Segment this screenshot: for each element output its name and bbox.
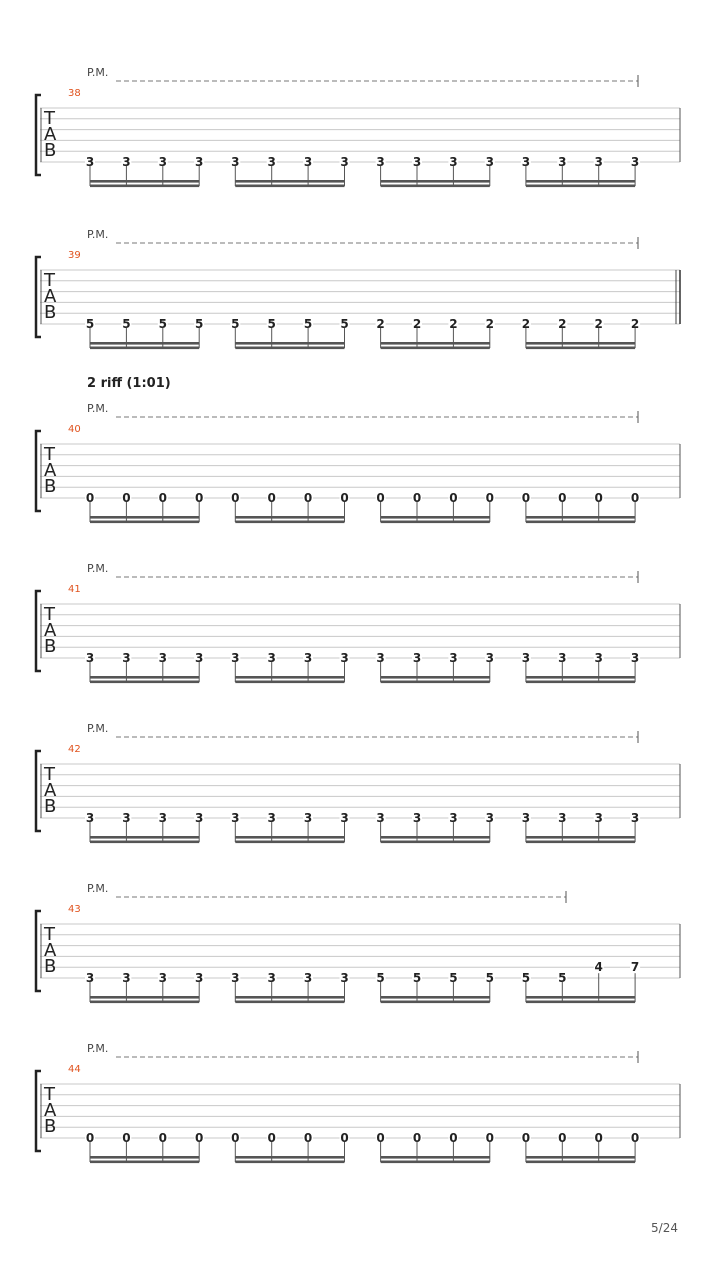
measure-number: 44 [68, 1064, 81, 1075]
palm-mute-label: P.M. [87, 228, 109, 241]
fret-number: 0 [521, 491, 531, 505]
beam-secondary [90, 1001, 199, 1004]
beam-primary [235, 516, 344, 519]
fret-number: 0 [195, 1131, 204, 1145]
fret-number: 0 [267, 491, 276, 505]
fret-number: 3 [485, 155, 494, 169]
fret-number: 5 [412, 971, 422, 985]
fret-number: 3 [85, 971, 95, 985]
beam-secondary [235, 347, 344, 350]
fret-number: 3 [594, 155, 603, 169]
palm-mute-label: P.M. [87, 66, 109, 79]
fret-number: 0 [485, 491, 494, 505]
tab-clef-letter: A [44, 940, 57, 961]
fret-number: 0 [340, 491, 349, 505]
fret-number: 0 [231, 1131, 240, 1145]
system-bracket [36, 431, 41, 511]
beam-primary [381, 676, 490, 679]
section-label: 2 riff (1:01) [87, 376, 171, 391]
tab-clef-letter: T [44, 764, 55, 785]
beam-secondary [90, 521, 199, 524]
fret-number: 3 [449, 155, 458, 169]
beam-secondary [235, 841, 344, 844]
fret-number: 2 [412, 317, 422, 331]
fret-number: 5 [521, 971, 531, 985]
tab-clef-letter: T [44, 604, 55, 625]
fret-number: 0 [376, 1131, 385, 1145]
fret-number: 0 [594, 491, 603, 505]
tab-clef-letter: T [44, 1084, 55, 1105]
fret-number: 3 [195, 811, 204, 825]
page-number: 5/24 [651, 1221, 678, 1235]
measure-number: 39 [68, 250, 81, 261]
palm-mute-label: P.M. [87, 882, 109, 895]
beam-primary [381, 342, 490, 345]
beam-secondary [526, 521, 635, 524]
fret-number: 3 [267, 971, 276, 985]
fret-number: 3 [594, 651, 603, 665]
tab-clef-letter: B [44, 476, 57, 497]
beam-primary [235, 180, 344, 183]
fret-number: 0 [158, 491, 167, 505]
beam-primary [526, 1156, 635, 1159]
fret-number: 3 [122, 811, 131, 825]
fret-number: 0 [267, 1131, 276, 1145]
system-bracket [36, 95, 41, 175]
beam-primary [235, 342, 344, 345]
beam-secondary [526, 185, 635, 188]
beam-primary [90, 676, 199, 679]
fret-number: 2 [558, 317, 567, 331]
fret-number: 2 [594, 317, 603, 331]
fret-number: 3 [85, 811, 95, 825]
fret-number: 3 [267, 651, 276, 665]
fret-number: 3 [231, 971, 240, 985]
fret-number: 3 [630, 651, 640, 665]
fret-number: 5 [122, 317, 131, 331]
fret-number: 3 [521, 651, 531, 665]
beam-primary [90, 342, 199, 345]
fret-number: 5 [303, 317, 313, 331]
tab-clef-letter: B [44, 1116, 57, 1137]
fret-number: 5 [449, 971, 458, 985]
beam-secondary [235, 1161, 344, 1164]
fret-number: 3 [122, 155, 131, 169]
fret-number: 0 [412, 1131, 422, 1145]
tab-clef-letter: B [44, 636, 57, 657]
fret-number: 3 [85, 651, 95, 665]
system-bracket [36, 911, 41, 991]
fret-number: 3 [303, 811, 313, 825]
beam-secondary [381, 681, 490, 684]
fret-number: 0 [340, 1131, 349, 1145]
fret-number: 3 [158, 651, 167, 665]
fret-number: 3 [630, 155, 640, 169]
fret-number: 3 [594, 811, 603, 825]
beam-secondary [381, 841, 490, 844]
palm-mute-label: P.M. [87, 562, 109, 575]
fret-number: 0 [122, 1131, 131, 1145]
tab-clef-letter: A [44, 460, 57, 481]
fret-number: 0 [195, 491, 204, 505]
fret-number: 3 [630, 811, 640, 825]
fret-number: 3 [85, 155, 95, 169]
beam-secondary [235, 1001, 344, 1004]
fret-number: 3 [412, 651, 422, 665]
beam-secondary [90, 347, 199, 350]
beam-primary [381, 180, 490, 183]
measure-number: 42 [68, 744, 81, 755]
fret-number: 3 [158, 155, 167, 169]
fret-number: 0 [521, 1131, 531, 1145]
measure-number: 43 [68, 904, 81, 915]
fret-number: 3 [376, 155, 385, 169]
beam-secondary [381, 1001, 490, 1004]
fret-number: 3 [376, 811, 385, 825]
fret-number: 3 [158, 811, 167, 825]
fret-number: 5 [231, 317, 240, 331]
beam-primary [526, 676, 635, 679]
tab-clef-letter: B [44, 140, 57, 161]
fret-number: 0 [630, 491, 640, 505]
fret-number: 3 [558, 155, 567, 169]
fret-number: 3 [558, 811, 567, 825]
fret-number: 3 [122, 971, 131, 985]
tab-clef-letter: T [44, 270, 55, 291]
fret-number: 3 [231, 651, 240, 665]
beam-secondary [381, 347, 490, 350]
fret-number: 4 [594, 960, 603, 975]
system-bracket [36, 751, 41, 831]
beam-secondary [526, 841, 635, 844]
beam-primary [381, 1156, 490, 1159]
tab-clef-letter: T [44, 924, 55, 945]
beam-secondary [235, 681, 344, 684]
fret-number: 0 [158, 1131, 167, 1145]
fret-number: 0 [412, 491, 422, 505]
fret-number: 5 [267, 317, 276, 331]
tab-clef-letter: T [44, 108, 55, 129]
fret-number: 0 [630, 1131, 640, 1145]
system-bracket [36, 257, 41, 337]
fret-number: 0 [558, 491, 567, 505]
beam-primary [381, 516, 490, 519]
beam-primary [526, 516, 635, 519]
system-bracket [36, 591, 41, 671]
fret-number: 3 [449, 811, 458, 825]
fret-number: 0 [122, 491, 131, 505]
beam-primary [90, 996, 199, 999]
fret-number: 0 [485, 1131, 494, 1145]
fret-number: 3 [267, 155, 276, 169]
fret-number: 5 [376, 971, 385, 985]
fret-number: 3 [303, 651, 313, 665]
beam-secondary [526, 1161, 635, 1164]
fret-number: 3 [521, 155, 531, 169]
beam-secondary [90, 185, 199, 188]
fret-number: 2 [449, 317, 458, 331]
fret-number: 0 [449, 491, 458, 505]
fret-number: 3 [340, 155, 349, 169]
fret-number: 3 [340, 971, 349, 985]
fret-number: 3 [195, 651, 204, 665]
beam-primary [381, 836, 490, 839]
fret-number: 3 [231, 811, 240, 825]
fret-number: 0 [231, 491, 240, 505]
beam-primary [526, 996, 635, 999]
beam-secondary [526, 681, 635, 684]
beam-secondary [381, 521, 490, 524]
beam-primary [90, 836, 199, 839]
beam-secondary [90, 841, 199, 844]
fret-number: 5 [485, 971, 494, 985]
beam-primary [381, 996, 490, 999]
beam-secondary [381, 185, 490, 188]
fret-number: 3 [122, 651, 131, 665]
tab-clef-letter: A [44, 1100, 57, 1121]
tab-clef-letter: A [44, 124, 57, 145]
beam-secondary [90, 681, 199, 684]
beam-secondary [526, 347, 635, 350]
palm-mute-label: P.M. [87, 722, 109, 735]
system-bracket [36, 1071, 41, 1151]
fret-number: 3 [303, 155, 313, 169]
beam-primary [90, 516, 199, 519]
beam-primary [526, 836, 635, 839]
tab-clef-letter: B [44, 956, 57, 977]
beam-secondary [526, 1001, 635, 1004]
tab-clef-letter: A [44, 286, 57, 307]
tab-clef-letter: B [44, 302, 57, 323]
beam-secondary [235, 521, 344, 524]
fret-number: 2 [630, 317, 640, 331]
beam-secondary [381, 1161, 490, 1164]
fret-number: 7 [630, 960, 640, 975]
fret-number: 3 [195, 971, 204, 985]
fret-number: 3 [558, 651, 567, 665]
measure-number: 38 [68, 88, 81, 99]
beam-primary [235, 996, 344, 999]
fret-number: 3 [376, 651, 385, 665]
fret-number: 3 [412, 155, 422, 169]
fret-number: 5 [158, 317, 167, 331]
beam-primary [526, 342, 635, 345]
fret-number: 3 [231, 155, 240, 169]
fret-number: 2 [521, 317, 531, 331]
fret-number: 5 [85, 317, 95, 331]
beam-primary [235, 1156, 344, 1159]
tab-clef-letter: B [44, 796, 57, 817]
fret-number: 3 [485, 651, 494, 665]
fret-number: 3 [485, 811, 494, 825]
fret-number: 3 [340, 811, 349, 825]
fret-number: 3 [449, 651, 458, 665]
fret-number: 3 [340, 651, 349, 665]
fret-number: 0 [594, 1131, 603, 1145]
fret-number: 0 [303, 491, 313, 505]
beam-secondary [90, 1161, 199, 1164]
tab-clef-letter: A [44, 780, 57, 801]
beam-primary [235, 676, 344, 679]
measure-number: 41 [68, 584, 81, 595]
beam-secondary [235, 185, 344, 188]
fret-number: 0 [85, 1131, 95, 1145]
beam-primary [90, 180, 199, 183]
fret-number: 5 [558, 971, 567, 985]
fret-number: 0 [376, 491, 385, 505]
measure-number: 40 [68, 424, 81, 435]
fret-number: 5 [340, 317, 349, 331]
fret-number: 3 [303, 971, 313, 985]
palm-mute-label: P.M. [87, 402, 109, 415]
beam-primary [235, 836, 344, 839]
tab-clef-letter: T [44, 444, 55, 465]
fret-number: 3 [521, 811, 531, 825]
fret-number: 3 [158, 971, 167, 985]
fret-number: 2 [376, 317, 385, 331]
fret-number: 0 [558, 1131, 567, 1145]
fret-number: 0 [85, 491, 95, 505]
fret-number: 0 [303, 1131, 313, 1145]
tab-clef-letter: A [44, 620, 57, 641]
palm-mute-label: P.M. [87, 1042, 109, 1055]
fret-number: 2 [485, 317, 494, 331]
beam-primary [526, 180, 635, 183]
fret-number: 3 [267, 811, 276, 825]
fret-number: 3 [195, 155, 204, 169]
fret-number: 5 [195, 317, 204, 331]
fret-number: 0 [449, 1131, 458, 1145]
beam-primary [90, 1156, 199, 1159]
fret-number: 3 [412, 811, 422, 825]
